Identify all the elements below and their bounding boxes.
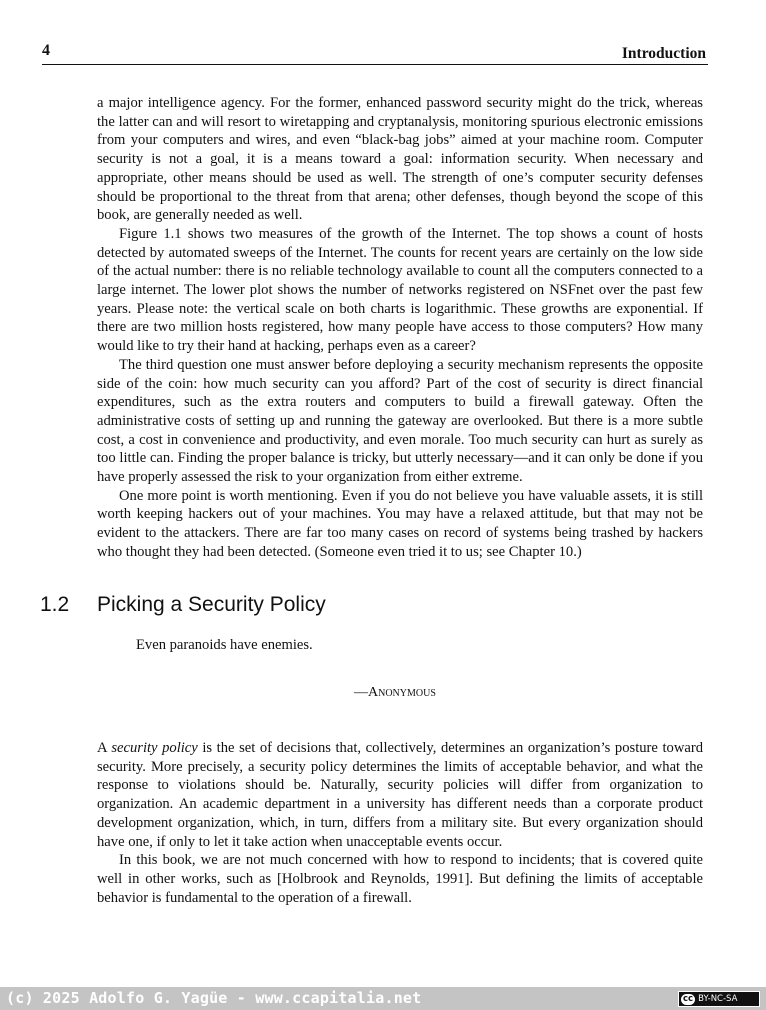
epigraph-quote: Even paranoids have enemies.	[136, 637, 313, 653]
body-text-top	[97, 94, 703, 562]
section-number: 1.2	[40, 593, 70, 616]
watermark-text: (c) 2025 Adolfo G. Yagüe - www.ccapitalia.net	[6, 989, 422, 1007]
cc-icon: cc	[683, 993, 694, 1004]
paragraph: In this book, we are not much concerned with how to respond to incidents; that is covered quite well in other works, such as [Holbrook and Reynolds, 1991]. But defining the limits of acceptable behavior is fundamental to the operation of a firewall.	[97, 852, 703, 906]
defined-term: security policy	[111, 740, 198, 756]
page-number: 4	[42, 42, 50, 59]
paragraph: a major intelligence agency. For the former, enhanced password security might do the trick, whereas the latter can and will resort to wiretapping and cryptanalysis, monitoring spurious electronic emissions from your computers and wires, and even “black-bag jobs” aimed at your machine room. Computer security is not a goal, it is a means toward a goal: information security. When necessary and appropriate, other means should be used as well. The strength of one’s computer security defenses should be proportional to the threat from that arena; other defenses, though beyond the scope of this book, are generally needed as well.	[97, 95, 703, 224]
running-header-title: Introduction	[621, 45, 706, 62]
license-label: BY-NC-SA	[698, 994, 738, 1004]
attribution-name: Anonymous	[368, 685, 436, 700]
paragraph: The third question one must answer before deploying a security mechanism represents the opposite side of the coin: how much security can you afford? Part of the cost of security is direct financial expenditures, such as the extra routers and computers to build a firewall gateway. Often the administrative costs of setting up and running the gateway are overlooked. But there is a more subtle cost, a cost in convenience and productivity, and even morale. Too much security can hurt as surely as too little can. Finding the proper balance is tricky, but utterly necessary—and it can only be done if you have properly assessed the risk to your organization from either extreme.	[97, 356, 703, 486]
paragraph	[97, 739, 703, 851]
header-rule	[42, 64, 708, 65]
attribution-dash: —	[354, 685, 368, 700]
section-heading	[40, 593, 326, 617]
cc-license-badge[interactable]	[678, 991, 760, 1007]
paragraph-rest: is the set of decisions that, collectively, determines an organization’s posture toward security. More precisely, a security policy determines the limits of acceptable behavior, and what the response to violations should be. Naturally, security policies will differ from organization to organization. An academic department in a university has different needs than a corporate product development organization, which, in turn, differs from a military site. But every organization should have one, if only to let it take action when unacceptable events occur.	[97, 740, 703, 850]
paragraph: Figure 1.1 shows two measures of the growth of the Internet. The top shows a count of hosts detected by automated sweeps of the Internet. The counts for recent years are certainly on the low side of the actual number: there is no reliable technology available to count all the computers connected to a large internet. The lower plot shows the number of networks registered on NSFnet over the past few years. Please note: the vertical scale on both charts is logarithmic. These growths are exponential. If there are two million hosts registered, how many people have access to those computers? How many would like to try their hand at hacking, perhaps even as a career?	[97, 225, 703, 355]
paragraph-lead: A	[97, 740, 112, 756]
paragraph: One more point is worth mentioning. Even if you do not believe you have valuable assets, it is still worth keeping hackers out of your machines. You may have a relaxed attitude, but that may not be evident to the attackers. There are far too many cases on record of systems being trashed by hackers who thought they had been detected. (Someone even tried it to us; see Chapter 10.)	[97, 487, 703, 560]
epigraph-attribution	[354, 685, 436, 701]
watermark-bar	[0, 987, 766, 1010]
body-text-bottom	[97, 739, 703, 907]
section-title: Picking a Security Policy	[97, 593, 326, 616]
